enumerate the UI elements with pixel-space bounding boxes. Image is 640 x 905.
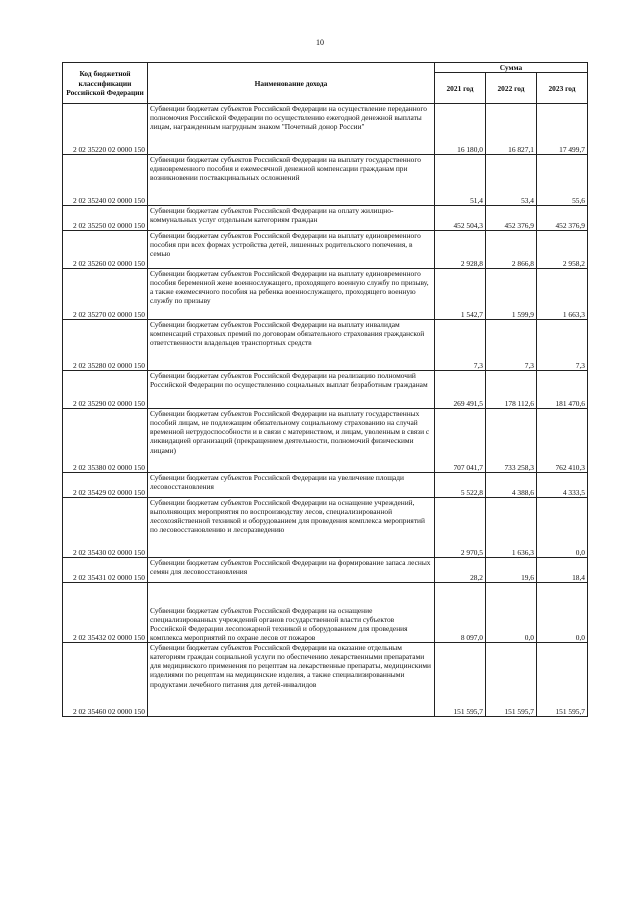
row-name: Субвенции бюджетам субъектов Российской Федерации на выплату инвалидам компенсаций страховых премий по договорам обязательного страхования гражданской ответственности владельцев транспортных средств: [148, 320, 435, 371]
table-row: [63, 231, 588, 269]
row-code: 2 02 35260 02 0000 150: [63, 231, 148, 269]
row-value-2023: 55,6: [537, 155, 588, 206]
row-code: 2 02 35270 02 0000 150: [63, 269, 148, 320]
row-value-2022: 452 376,9: [486, 206, 537, 231]
row-value-2022: 19,6: [486, 558, 537, 583]
row-value-2022: 53,4: [486, 155, 537, 206]
row-name: Субвенции бюджетам субъектов Российской Федерации на формирование запаса лесных семян для лесовосстановления: [148, 558, 435, 583]
name-column-header: Наименование дохода: [148, 63, 435, 104]
row-value-2023: 18,4: [537, 558, 588, 583]
row-value-2021: 1 542,7: [435, 269, 486, 320]
row-code: 2 02 35460 02 0000 150: [63, 643, 148, 717]
row-value-2023: 7,3: [537, 320, 588, 371]
row-value-2023: 17 499,7: [537, 104, 588, 155]
row-code: 2 02 35280 02 0000 150: [63, 320, 148, 371]
table-header-row: [63, 63, 588, 73]
table-row: [63, 155, 588, 206]
table-row: [63, 583, 588, 643]
row-code: 2 02 35250 02 0000 150: [63, 206, 148, 231]
year-2021-header: 2021 год: [435, 73, 486, 104]
row-name: Субвенции бюджетам субъектов Российской Федерации на увеличение площади лесовосстановления: [148, 473, 435, 498]
row-value-2021: 452 504,3: [435, 206, 486, 231]
year-2022-header: 2022 год: [486, 73, 537, 104]
row-name: Субвенции бюджетам субъектов Российской Федерации на выплату государственных пособий лицам, не подлежащим обязательному социальному страхованию на случай временной нетрудоспособности и в связи с материнством, и лицам, уволенным в связи с ликвидацией организаций (прекращением деятельности, полномочий физическими лицами): [148, 409, 435, 473]
row-value-2023: 452 376,9: [537, 206, 588, 231]
table-row: [63, 409, 588, 473]
row-name: Субвенции бюджетам субъектов Российской Федерации на выплату единовременного пособия беременной жене военнослужащего, проходящего военную службу по призыву, а также ежемесячного пособия на ребенка военнослужащего, проходящего военную службу по призыву: [148, 269, 435, 320]
row-code: 2 02 35431 02 0000 150: [63, 558, 148, 583]
row-value-2022: 0,0: [486, 583, 537, 643]
row-name: Субвенции бюджетам субъектов Российской Федерации на оснащение специализированных учреждений органов государственной власти субъектов Российской Федерации лесопожарной техникой и оборудованием для проведения комплекса мероприятий по охране лесов от пожаров: [148, 583, 435, 643]
row-value-2021: 7,3: [435, 320, 486, 371]
row-value-2021: 51,4: [435, 155, 486, 206]
table-row: [63, 498, 588, 558]
row-value-2022: 7,3: [486, 320, 537, 371]
row-value-2023: 4 333,5: [537, 473, 588, 498]
row-value-2021: 269 491,5: [435, 371, 486, 409]
row-value-2021: 151 595,7: [435, 643, 486, 717]
row-value-2022: 1 599,9: [486, 269, 537, 320]
table-row: [63, 473, 588, 498]
page-number: 10: [316, 38, 324, 47]
row-code: 2 02 35240 02 0000 150: [63, 155, 148, 206]
row-code: 2 02 35432 02 0000 150: [63, 583, 148, 643]
revenue-table: [62, 62, 588, 717]
row-name: Субвенции бюджетам субъектов Российской Федерации на выплату государственного единовременного пособия и ежемесячной денежной компенсации гражданам при возникновении поствакцинальных осложнений: [148, 155, 435, 206]
row-code: 2 02 35429 02 0000 150: [63, 473, 148, 498]
row-code: 2 02 35290 02 0000 150: [63, 371, 148, 409]
row-value-2023: 0,0: [537, 498, 588, 558]
row-value-2022: 151 595,7: [486, 643, 537, 717]
row-name: Субвенции бюджетам субъектов Российской Федерации на реализацию полномочий Российской Федерации по осуществлению социальных выплат безработным гражданам: [148, 371, 435, 409]
table-row: [63, 643, 588, 717]
row-value-2023: 2 958,2: [537, 231, 588, 269]
row-name: Субвенции бюджетам субъектов Российской Федерации на оказание отдельным категориям граждан социальной услуги по обеспечению лекарственными препаратами для медицинского применения по рецептам на лекарственные препараты, медицинскими изделиями по рецептам на медицинские изделия, а также специализированными продуктами лечебного питания для детей-инвалидов: [148, 643, 435, 717]
row-value-2023: 151 595,7: [537, 643, 588, 717]
row-value-2021: 2 928,8: [435, 231, 486, 269]
row-value-2023: 0,0: [537, 583, 588, 643]
table-row: [63, 558, 588, 583]
row-value-2021: 8 097,0: [435, 583, 486, 643]
row-value-2023: 762 410,3: [537, 409, 588, 473]
table-row: [63, 269, 588, 320]
row-code: 2 02 35380 02 0000 150: [63, 409, 148, 473]
table-row: [63, 206, 588, 231]
year-2023-header: 2023 год: [537, 73, 588, 104]
table-row: [63, 371, 588, 409]
sum-column-header: Сумма: [435, 63, 588, 73]
code-column-header: Код бюджетной классификации Российской Федерации: [63, 63, 148, 104]
row-name: Субвенции бюджетам субъектов Российской Федерации на осуществление переданного полномочия Российской Федерации по осуществлению ежегодной денежной выплаты лицам, награжденным нагрудным знаком "Почетный донор России": [148, 104, 435, 155]
row-name: Субвенции бюджетам субъектов Российской Федерации на оплату жилищно-коммунальных услуг отдельным категориям граждан: [148, 206, 435, 231]
row-value-2022: 178 112,6: [486, 371, 537, 409]
table-row: [63, 320, 588, 371]
table-row: [63, 104, 588, 155]
row-value-2021: 28,2: [435, 558, 486, 583]
row-value-2023: 181 470,6: [537, 371, 588, 409]
row-value-2021: 2 970,5: [435, 498, 486, 558]
row-code: 2 02 35430 02 0000 150: [63, 498, 148, 558]
row-code: 2 02 35220 02 0000 150: [63, 104, 148, 155]
row-value-2023: 1 663,3: [537, 269, 588, 320]
row-value-2022: 733 258,3: [486, 409, 537, 473]
row-value-2022: 16 827,1: [486, 104, 537, 155]
row-value-2021: 5 522,8: [435, 473, 486, 498]
row-value-2022: 4 388,6: [486, 473, 537, 498]
row-value-2021: 16 180,0: [435, 104, 486, 155]
row-name: Субвенции бюджетам субъектов Российской Федерации на выплату единовременного пособия при всех формах устройства детей, лишенных родительского попечения, в семью: [148, 231, 435, 269]
row-value-2022: 2 866,8: [486, 231, 537, 269]
row-name: Субвенции бюджетам субъектов Российской Федерации на оснащение учреждений, выполняющих мероприятия по воспроизводству лесов, специализированной лесохозяйственной техникой и оборудованием для проведения комплекса мероприятий по лесовосстановлению и лесоразведению: [148, 498, 435, 558]
row-value-2022: 1 636,3: [486, 498, 537, 558]
row-value-2021: 707 041,7: [435, 409, 486, 473]
